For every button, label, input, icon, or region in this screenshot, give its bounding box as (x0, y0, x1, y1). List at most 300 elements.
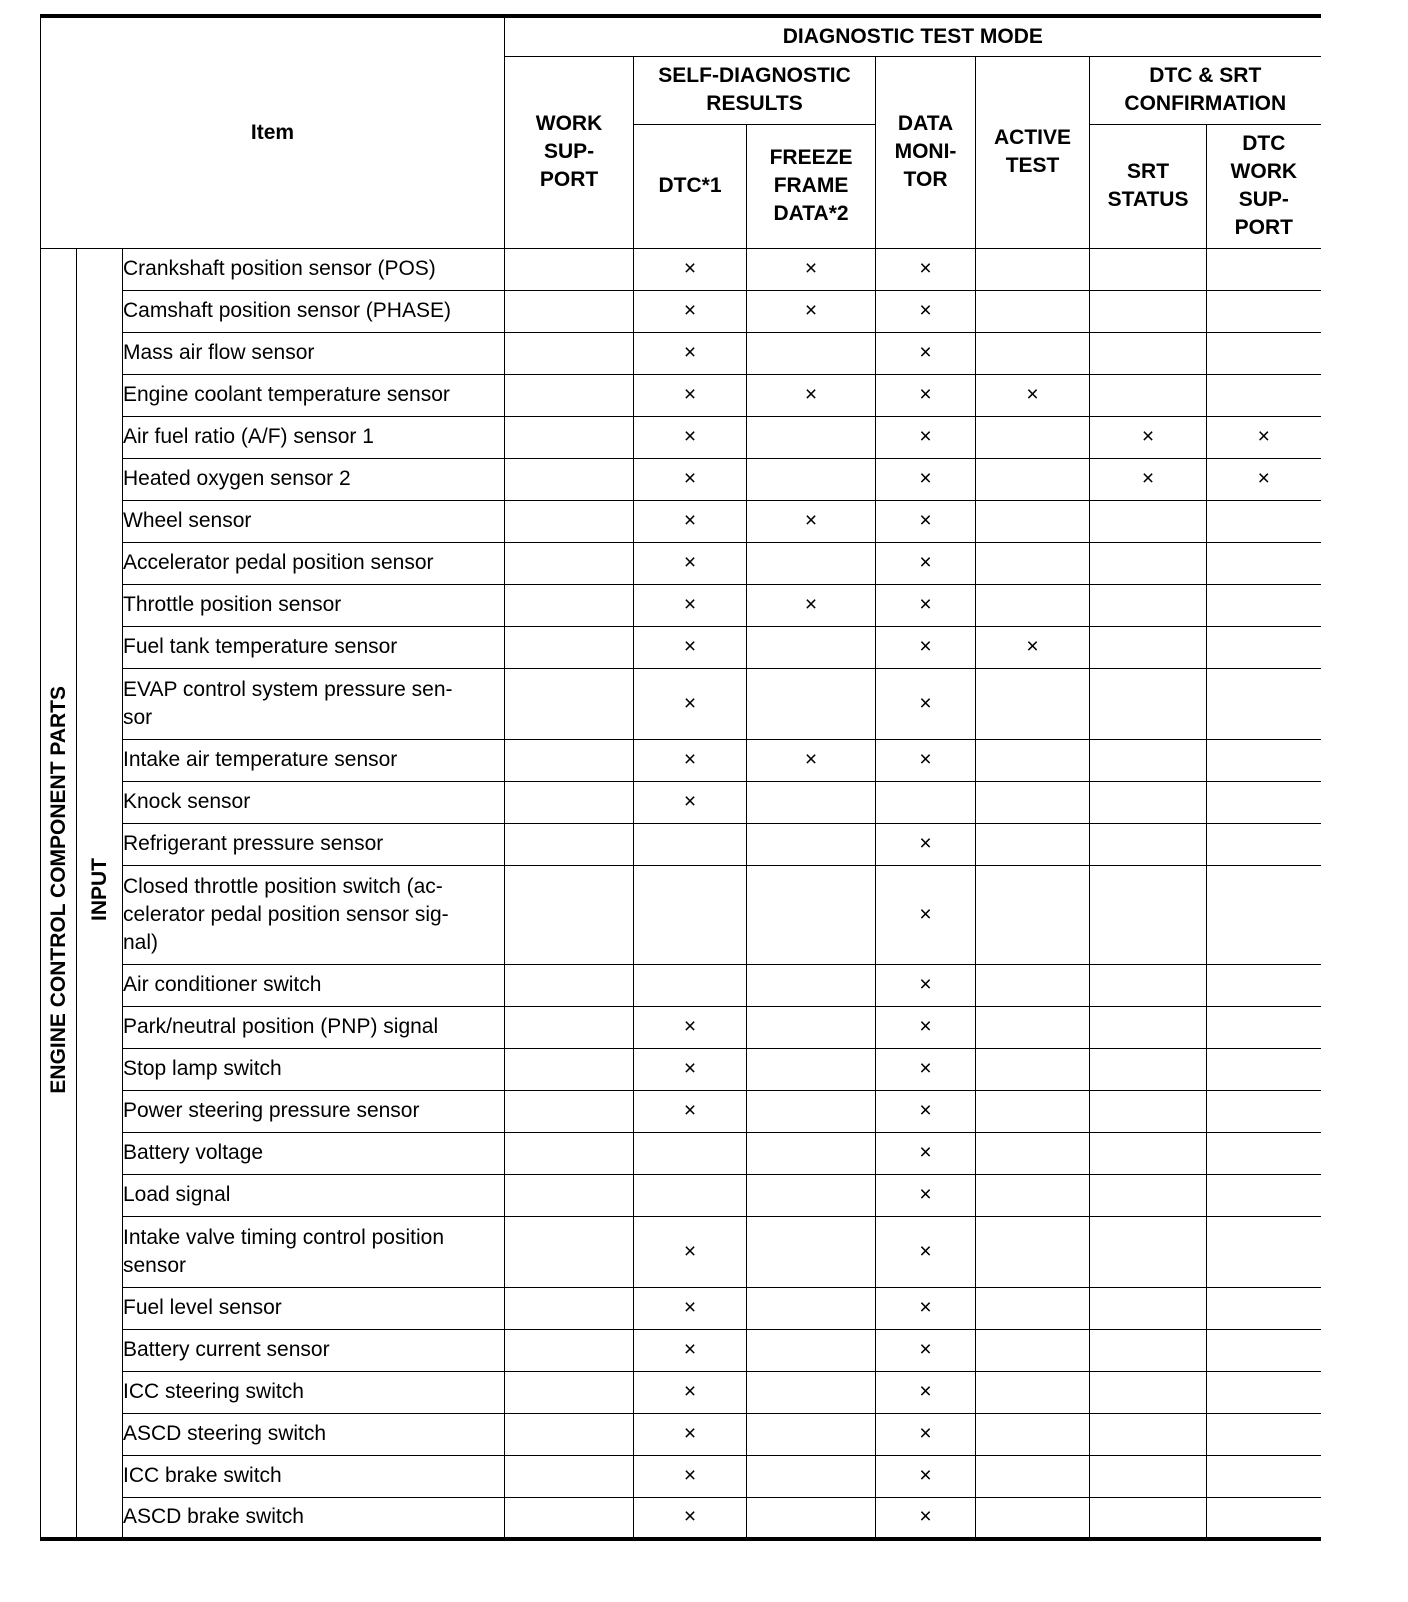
empty-cell (747, 781, 876, 823)
item-name-line: ASCD steering switch (123, 1422, 327, 1445)
empty-cell (747, 458, 876, 500)
empty-cell (505, 290, 634, 332)
table-row (41, 823, 1321, 865)
table-body (41, 248, 1321, 1539)
check-mark-cell: × (1090, 458, 1207, 500)
empty-cell (634, 865, 747, 964)
item-name-cell (123, 1174, 505, 1216)
check-mark-cell: × (634, 781, 747, 823)
empty-cell (505, 1371, 634, 1413)
empty-cell (1207, 1413, 1321, 1455)
empty-cell (747, 1048, 876, 1090)
item-name-line: ASCD brake switch (123, 1505, 304, 1529)
empty-cell (1090, 626, 1207, 668)
empty-cell (976, 416, 1090, 458)
table-row (41, 668, 1321, 739)
empty-cell (976, 1329, 1090, 1371)
header-line: DTC (1242, 132, 1286, 155)
item-name-cell (123, 1132, 505, 1174)
empty-cell (976, 332, 1090, 374)
check-mark-cell: × (634, 332, 747, 374)
empty-cell (1207, 248, 1321, 290)
header-line: SELF-DIAGNOSTIC (658, 64, 851, 87)
empty-cell (747, 416, 876, 458)
empty-cell (1207, 626, 1321, 668)
empty-cell (634, 1132, 747, 1174)
empty-cell (1207, 1455, 1321, 1497)
empty-cell (505, 374, 634, 416)
empty-cell (747, 332, 876, 374)
table-row (41, 458, 1321, 500)
empty-cell (747, 626, 876, 668)
check-mark-cell: × (634, 1216, 747, 1287)
empty-cell (747, 964, 876, 1006)
header-row-1 (41, 16, 1321, 56)
check-mark-cell: × (976, 626, 1090, 668)
header-line: SUP- (543, 140, 595, 163)
item-name-cell (123, 668, 505, 739)
empty-cell (976, 1048, 1090, 1090)
check-mark-cell: × (634, 739, 747, 781)
item-name-line: Throttle position sensor (123, 593, 342, 616)
empty-cell (1207, 1174, 1321, 1216)
empty-cell (1090, 1329, 1207, 1371)
empty-cell (747, 1287, 876, 1329)
empty-cell (747, 1455, 876, 1497)
empty-cell (1090, 374, 1207, 416)
table-row (41, 500, 1321, 542)
header-line: SUP- (1238, 188, 1289, 211)
empty-cell (747, 823, 876, 865)
check-mark-cell: × (634, 500, 747, 542)
active-test-header (976, 56, 1090, 248)
empty-cell (976, 1497, 1090, 1539)
table-row (41, 1329, 1321, 1371)
empty-cell (1090, 1216, 1207, 1287)
item-name-line: Heated oxygen sensor 2 (123, 467, 351, 490)
item-name-cell (123, 1216, 505, 1287)
table-row (41, 739, 1321, 781)
empty-cell (747, 668, 876, 739)
empty-cell (1207, 1371, 1321, 1413)
item-name-line: Crankshaft position sensor (POS) (123, 257, 436, 280)
header-line: SRT (1127, 160, 1170, 183)
empty-cell (505, 865, 634, 964)
check-mark-cell: × (747, 739, 876, 781)
check-mark-cell: × (876, 823, 976, 865)
check-mark-cell: × (634, 416, 747, 458)
table-row (41, 1455, 1321, 1497)
item-name-cell (123, 739, 505, 781)
empty-cell (505, 1048, 634, 1090)
item-name-cell (123, 1455, 505, 1497)
empty-cell (876, 781, 976, 823)
item-name-line: Fuel tank temperature sensor (123, 635, 398, 658)
empty-cell (1090, 1006, 1207, 1048)
item-name-cell (123, 1497, 505, 1539)
item-name-line: Battery current sensor (123, 1338, 330, 1361)
empty-cell (976, 542, 1090, 584)
dtc-work-support-header (1207, 124, 1321, 248)
check-mark-cell: × (876, 1287, 976, 1329)
check-mark-cell: × (876, 374, 976, 416)
empty-cell (1090, 290, 1207, 332)
check-mark-cell: × (876, 865, 976, 964)
check-mark-cell: × (747, 290, 876, 332)
empty-cell (1090, 668, 1207, 739)
table-row (41, 416, 1321, 458)
item-name-line: Camshaft position sensor (PHASE) (123, 299, 451, 322)
item-name-cell (123, 626, 505, 668)
empty-cell (1207, 964, 1321, 1006)
empty-cell (976, 964, 1090, 1006)
check-mark-cell: × (747, 248, 876, 290)
category-cell (41, 248, 77, 1539)
table-row (41, 781, 1321, 823)
empty-cell (1090, 823, 1207, 865)
table-row (41, 964, 1321, 1006)
check-mark-cell: × (634, 1048, 747, 1090)
item-name-cell (123, 1287, 505, 1329)
item-name-line: Battery voltage (123, 1141, 264, 1164)
srt-status-header (1090, 124, 1207, 248)
empty-cell (1090, 1090, 1207, 1132)
header-line: MONI- (894, 140, 957, 163)
empty-cell (505, 1006, 634, 1048)
empty-cell (976, 1216, 1090, 1287)
empty-cell (1207, 865, 1321, 964)
self-diagnostic-results-header (634, 56, 876, 124)
empty-cell (1090, 1287, 1207, 1329)
check-mark-cell: × (876, 1329, 976, 1371)
empty-cell (976, 1006, 1090, 1048)
check-mark-cell: × (876, 1371, 976, 1413)
empty-cell (1207, 1006, 1321, 1048)
table-row (41, 865, 1321, 964)
item-name-line: Air conditioner switch (123, 973, 322, 996)
empty-cell (1090, 1413, 1207, 1455)
empty-cell (505, 1287, 634, 1329)
check-mark-cell: × (747, 374, 876, 416)
item-name-cell (123, 416, 505, 458)
header-line: WORK (1230, 160, 1298, 183)
empty-cell (1090, 1174, 1207, 1216)
diagnostic-test-mode-table (40, 14, 1321, 1541)
header-line: ACTIVE (994, 126, 1072, 149)
check-mark-cell: × (876, 584, 976, 626)
check-mark-cell: × (876, 1455, 976, 1497)
empty-cell (505, 458, 634, 500)
item-name-line: Wheel sensor (123, 509, 252, 532)
empty-cell (747, 1174, 876, 1216)
check-mark-cell: × (876, 1413, 976, 1455)
check-mark-cell: × (876, 1216, 976, 1287)
table-row (41, 290, 1321, 332)
item-name-cell (123, 1413, 505, 1455)
item-name-cell (123, 1048, 505, 1090)
empty-cell (505, 1174, 634, 1216)
item-name-cell (123, 823, 505, 865)
check-mark-cell: × (634, 248, 747, 290)
empty-cell (1207, 290, 1321, 332)
item-name-cell (123, 865, 505, 964)
empty-cell (976, 739, 1090, 781)
empty-cell (747, 1329, 876, 1371)
empty-cell (1090, 739, 1207, 781)
item-name-line: Closed throttle position switch (ac- (123, 874, 443, 898)
header-line: TEST (1005, 154, 1060, 177)
item-name-line: nal) (123, 930, 159, 954)
empty-cell (976, 1132, 1090, 1174)
check-mark-cell: × (634, 1413, 747, 1455)
item-name-line: Knock sensor (123, 790, 251, 813)
empty-cell (976, 668, 1090, 739)
item-name-cell (123, 964, 505, 1006)
empty-cell (1207, 374, 1321, 416)
table-row (41, 542, 1321, 584)
check-mark-cell: × (876, 458, 976, 500)
empty-cell (1207, 542, 1321, 584)
empty-cell (1207, 1329, 1321, 1371)
header-line: DATA*2 (773, 202, 849, 225)
empty-cell (976, 290, 1090, 332)
empty-cell (976, 1371, 1090, 1413)
empty-cell (505, 1329, 634, 1371)
table-row (41, 1006, 1321, 1048)
dtc-header: DTC*1 (634, 124, 747, 248)
item-name-line: Stop lamp switch (123, 1057, 282, 1080)
category-label: ENGINE CONTROL COMPONENT PARTS (46, 685, 70, 1094)
empty-cell (505, 668, 634, 739)
check-mark-cell: × (634, 374, 747, 416)
empty-cell (976, 248, 1090, 290)
item-name-line: Intake air temperature sensor (123, 748, 398, 771)
table-row (41, 1371, 1321, 1413)
check-mark-cell: × (876, 542, 976, 584)
table-row (41, 1497, 1321, 1539)
check-mark-cell: × (634, 1090, 747, 1132)
empty-cell (976, 584, 1090, 626)
check-mark-cell: × (876, 626, 976, 668)
item-name-line: Refrigerant pressure sensor (123, 832, 384, 855)
item-name-line: Park/neutral position (PNP) signal (123, 1015, 439, 1038)
check-mark-cell: × (1207, 458, 1321, 500)
check-mark-cell: × (876, 332, 976, 374)
table-row (41, 626, 1321, 668)
empty-cell (747, 1132, 876, 1174)
check-mark-cell: × (876, 1048, 976, 1090)
item-name-line: EVAP control system pressure sen- (123, 677, 453, 701)
subcategory-label: INPUT (87, 858, 111, 922)
table-row (41, 1413, 1321, 1455)
check-mark-cell: × (634, 290, 747, 332)
work-support-header (505, 56, 634, 248)
empty-cell (1207, 823, 1321, 865)
check-mark-cell: × (876, 1090, 976, 1132)
check-mark-cell: × (1207, 416, 1321, 458)
empty-cell (505, 500, 634, 542)
header-line: PORT (539, 168, 599, 191)
item-name-cell (123, 248, 505, 290)
check-mark-cell: × (876, 416, 976, 458)
subcategory-cell (77, 248, 123, 1539)
diagnostic-test-mode-header: DIAGNOSTIC TEST MODE (505, 16, 1321, 56)
item-name-line: Engine coolant temperature sensor (123, 383, 450, 406)
empty-cell (1207, 1048, 1321, 1090)
empty-cell (1090, 332, 1207, 374)
empty-cell (634, 1174, 747, 1216)
check-mark-cell: × (876, 739, 976, 781)
item-name-line: sensor (123, 1253, 187, 1277)
item-name-line: Air fuel ratio (A/F) sensor 1 (123, 425, 374, 448)
check-mark-cell: × (634, 668, 747, 739)
empty-cell (505, 626, 634, 668)
item-name-cell (123, 332, 505, 374)
dtc-srt-confirmation-header (1090, 56, 1321, 124)
empty-cell (634, 964, 747, 1006)
item-name-cell (123, 1329, 505, 1371)
item-name-cell (123, 1006, 505, 1048)
empty-cell (1207, 668, 1321, 739)
empty-cell (505, 823, 634, 865)
empty-cell (505, 1413, 634, 1455)
empty-cell (1090, 542, 1207, 584)
item-name-cell (123, 542, 505, 584)
empty-cell (505, 1216, 634, 1287)
table-row (41, 332, 1321, 374)
empty-cell (505, 248, 634, 290)
empty-cell (976, 1287, 1090, 1329)
empty-cell (1090, 1132, 1207, 1174)
empty-cell (505, 781, 634, 823)
item-name-line: ICC steering switch (123, 1380, 304, 1403)
empty-cell (1207, 1287, 1321, 1329)
empty-cell (747, 1497, 876, 1539)
freeze-frame-data-header (747, 124, 876, 248)
empty-cell (1207, 739, 1321, 781)
empty-cell (1207, 1132, 1321, 1174)
check-mark-cell: × (634, 458, 747, 500)
check-mark-cell: × (876, 1006, 976, 1048)
empty-cell (1090, 964, 1207, 1006)
empty-cell (1207, 1497, 1321, 1539)
empty-cell (976, 865, 1090, 964)
empty-cell (505, 739, 634, 781)
check-mark-cell: × (876, 668, 976, 739)
empty-cell (1090, 781, 1207, 823)
header-line: WORK (535, 112, 603, 135)
empty-cell (505, 584, 634, 626)
empty-cell (747, 1413, 876, 1455)
check-mark-cell: × (634, 1371, 747, 1413)
item-name-cell (123, 1090, 505, 1132)
empty-cell (1207, 332, 1321, 374)
empty-cell (976, 458, 1090, 500)
empty-cell (505, 542, 634, 584)
empty-cell (747, 1216, 876, 1287)
empty-cell (505, 1497, 634, 1539)
item-name-line: Intake valve timing control position (123, 1225, 444, 1249)
empty-cell (747, 542, 876, 584)
check-mark-cell: × (634, 626, 747, 668)
empty-cell (1207, 781, 1321, 823)
check-mark-cell: × (1090, 416, 1207, 458)
check-mark-cell: × (634, 1329, 747, 1371)
check-mark-cell: × (876, 964, 976, 1006)
check-mark-cell: × (634, 1287, 747, 1329)
header-line: DTC & SRT (1149, 64, 1262, 87)
table-row (41, 1216, 1321, 1287)
empty-cell (747, 1006, 876, 1048)
empty-cell (1207, 1216, 1321, 1287)
empty-cell (634, 823, 747, 865)
empty-cell (1090, 1371, 1207, 1413)
item-name-line: Power steering pressure sensor (123, 1099, 420, 1122)
empty-cell (505, 416, 634, 458)
empty-cell (1090, 500, 1207, 542)
empty-cell (505, 332, 634, 374)
item-header: Item (41, 16, 505, 248)
empty-cell (976, 781, 1090, 823)
table-row (41, 374, 1321, 416)
table-row (41, 248, 1321, 290)
check-mark-cell: × (876, 1132, 976, 1174)
item-name-line: Accelerator pedal position sensor (123, 551, 434, 574)
item-name-cell (123, 500, 505, 542)
empty-cell (505, 1455, 634, 1497)
empty-cell (976, 1090, 1090, 1132)
empty-cell (1090, 1497, 1207, 1539)
empty-cell (1090, 248, 1207, 290)
empty-cell (976, 1174, 1090, 1216)
check-mark-cell: × (747, 500, 876, 542)
check-mark-cell: × (747, 584, 876, 626)
empty-cell (1090, 584, 1207, 626)
empty-cell (976, 823, 1090, 865)
check-mark-cell: × (634, 584, 747, 626)
item-name-cell (123, 458, 505, 500)
item-name-line: celerator pedal position sensor sig- (123, 902, 449, 926)
header-line: FRAME (773, 174, 849, 197)
check-mark-cell: × (976, 374, 1090, 416)
item-name-line: ICC brake switch (123, 1464, 282, 1487)
check-mark-cell: × (634, 1006, 747, 1048)
header-line: DATA (897, 112, 954, 135)
table-row (41, 1287, 1321, 1329)
check-mark-cell: × (634, 1497, 747, 1539)
item-name-line: Fuel level sensor (123, 1296, 282, 1319)
table-row (41, 1132, 1321, 1174)
data-monitor-header (876, 56, 976, 248)
table-row (41, 1048, 1321, 1090)
item-name-cell (123, 1371, 505, 1413)
empty-cell (505, 1090, 634, 1132)
check-mark-cell: × (876, 1497, 976, 1539)
empty-cell (1207, 500, 1321, 542)
table-row (41, 1090, 1321, 1132)
check-mark-cell: × (634, 542, 747, 584)
header-line: CONFIRMATION (1124, 92, 1287, 115)
check-mark-cell: × (876, 1174, 976, 1216)
empty-cell (976, 1455, 1090, 1497)
empty-cell (1207, 1090, 1321, 1132)
header-line: FREEZE (769, 146, 853, 169)
empty-cell (747, 865, 876, 964)
item-name-cell (123, 584, 505, 626)
empty-cell (1090, 1048, 1207, 1090)
header-line: TOR (903, 168, 948, 191)
header-line: STATUS (1107, 188, 1189, 211)
